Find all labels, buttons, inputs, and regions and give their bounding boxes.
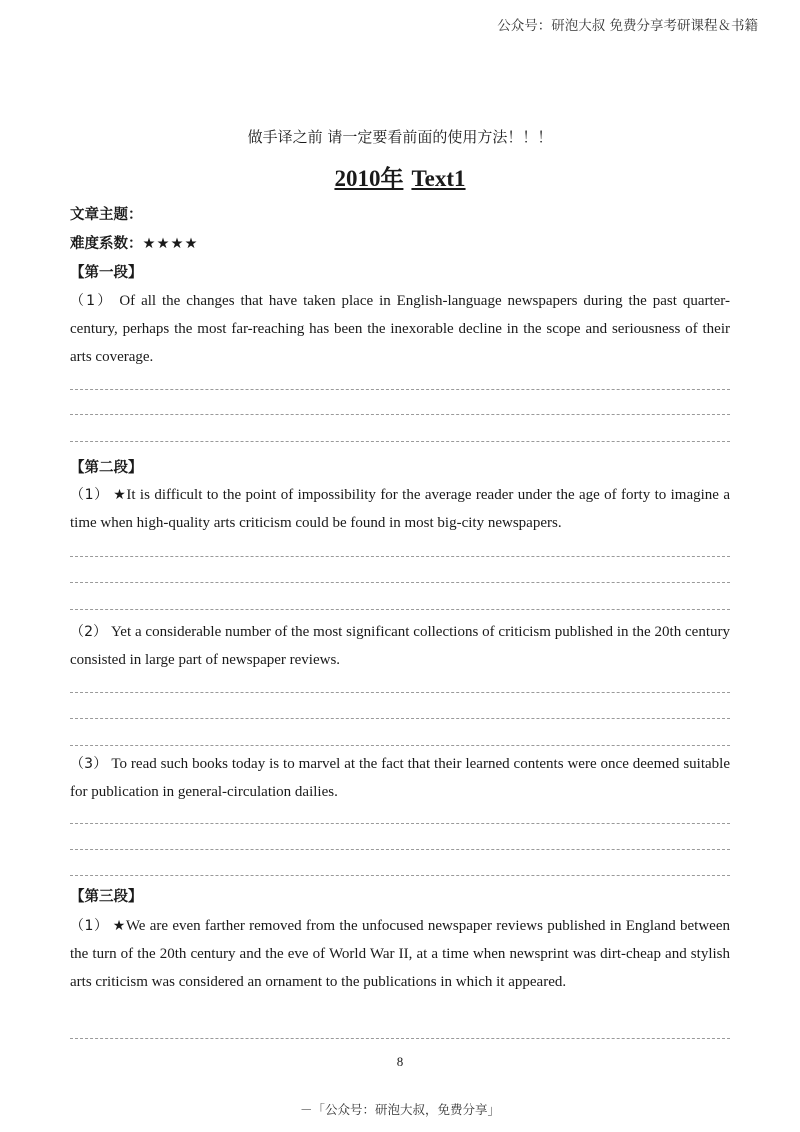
difficulty-line	[70, 232, 199, 253]
sentence	[70, 618, 730, 674]
sentence-number: （2）	[70, 624, 108, 640]
sentence	[70, 481, 730, 537]
notice: 做手译之前 请一定要看前面的使用方法！！！	[247, 128, 553, 146]
writing-line	[70, 745, 730, 746]
writing-line	[70, 414, 730, 415]
sentence-number: （3）	[70, 756, 108, 772]
writing-line	[70, 718, 730, 719]
writing-line	[70, 823, 730, 824]
writing-line	[70, 875, 730, 876]
page-title	[0, 160, 800, 193]
writing-line	[70, 582, 730, 583]
section-heading: 【第三段】	[70, 889, 143, 905]
writing-line	[70, 389, 730, 390]
title-year: 2010年	[334, 166, 404, 191]
page-header: 公众号：研泡大叔 免费分享考研课程＆书籍	[497, 18, 758, 34]
difficulty-stars: ★★★★	[142, 236, 199, 252]
sentence-text: To read such books today is to marvel at the fact that their learned contents were once deemed suitable for publication in general-circulation dailies.	[70, 756, 731, 800]
sentence-number: （1）	[70, 918, 109, 934]
sentence-text: It is difficult to the point of impossibility for the average reader under the age of forty to imagine a time when high-quality arts criticism could be found in most big-city newspapers.	[70, 487, 730, 531]
sentence	[70, 750, 730, 806]
writing-line	[70, 609, 730, 610]
sentence-text: Of all the changes that have taken place in English-language newspapers during the past quarter-century, perhaps the most far-reaching has been the inexorable decline in the scope and seriousness of their arts coverage.	[70, 293, 730, 365]
topic-line	[70, 203, 143, 224]
sentence	[70, 912, 730, 996]
section-heading: 【第一段】	[70, 265, 143, 281]
writing-line	[70, 849, 730, 850]
key-sentence-star-icon: ★	[112, 918, 126, 934]
title-text: Text1	[411, 166, 466, 191]
section-heading: 【第二段】	[70, 460, 143, 476]
sentence-text: We are even farther removed from the unfocused newspaper reviews published in England between the turn of the 20th century and the eve of World War II, at a time when newsprint was dirt-cheap and stylish arts criticism was considered an ornament to the publications in which it appeared.	[70, 918, 730, 990]
page-footer: －「公众号：研泡大叔，免费分享」	[299, 1102, 500, 1117]
sentence	[70, 287, 730, 371]
writing-line	[70, 441, 730, 442]
writing-line	[70, 556, 730, 557]
topic-label: 文章主题：	[70, 207, 143, 223]
difficulty-label: 难度系数：	[70, 236, 143, 252]
writing-line	[70, 1038, 730, 1039]
key-sentence-star-icon: ★	[113, 487, 127, 503]
writing-line	[70, 692, 730, 693]
sentence-number: （1）	[70, 487, 109, 503]
sentence-number: （1）	[70, 293, 114, 309]
page-number: 8	[396, 1054, 404, 1069]
sentence-text: Yet a considerable number of the most significant collections of criticism published in the 20th century consisted in large part of newspaper reviews.	[70, 624, 730, 668]
